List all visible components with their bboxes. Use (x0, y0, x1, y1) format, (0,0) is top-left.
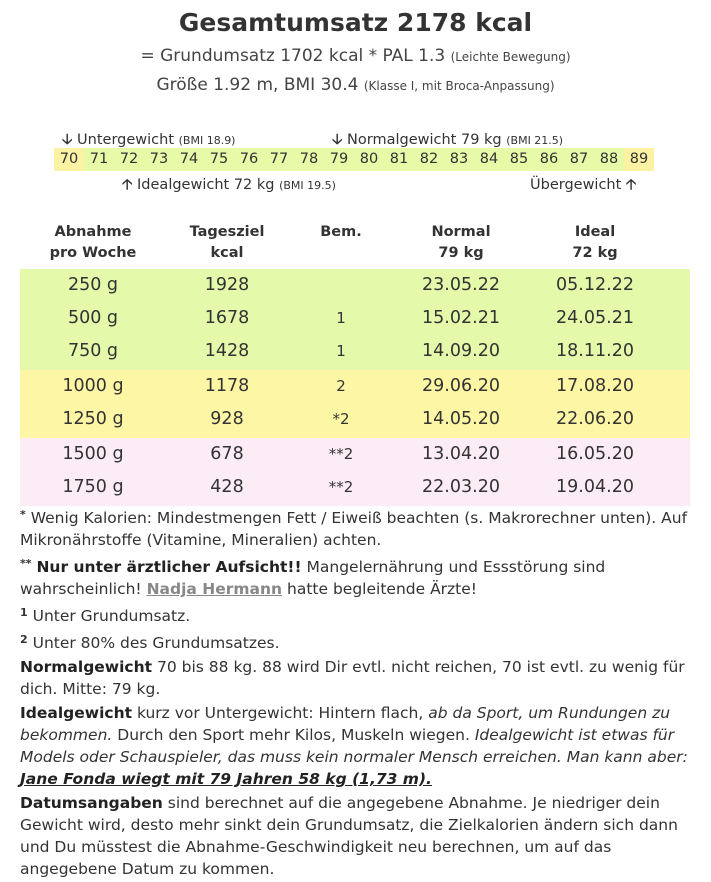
table-row (20, 302, 690, 335)
note-2 (20, 553, 695, 600)
table-row (20, 403, 690, 438)
cell-normal-date: 22.03.20 (422, 477, 500, 497)
scale-cell: 80 (354, 148, 384, 171)
cell-kcal: 428 (210, 477, 244, 497)
cell-normal-date: 13.04.20 (422, 444, 500, 464)
scale-cell: 77 (264, 148, 294, 171)
normalweight-text: Normalgewicht 79 kg (347, 132, 502, 148)
cell-loss: 1250 g (62, 409, 124, 429)
scale-cell: 89 (624, 148, 654, 171)
dates-bold: Datumsangaben (20, 794, 163, 812)
cell-normal-date: 14.05.20 (422, 409, 500, 429)
cell-kcal: 928 (210, 409, 244, 429)
col-header-normal (396, 222, 526, 264)
table-header (20, 222, 690, 266)
note-normalweight (20, 656, 695, 700)
cell-kcal: 678 (210, 444, 244, 464)
cell-bem: 1 (336, 309, 346, 327)
cell-ideal-date: 24.05.21 (556, 308, 634, 328)
arrow-up-icon: 🡡 (625, 177, 637, 193)
table-row (20, 335, 690, 370)
cell-normal-date: 15.02.21 (422, 308, 500, 328)
col-header-ideal-a: Ideal (574, 224, 616, 240)
scale-cell: 74 (174, 148, 204, 171)
cell-bem (276, 269, 406, 302)
formula-main: = Grundumsatz 1702 kcal * PAL 1.3 (140, 46, 446, 66)
scale-cell: 84 (474, 148, 504, 171)
idealweight-bmi: (BMI 19.5) (279, 179, 336, 192)
cell-bem: **2 (328, 478, 354, 496)
note-4-text: Unter 80% des Grundumsatzes. (32, 634, 280, 652)
note-2-mark: ** (20, 557, 32, 570)
col-header-kcal (162, 222, 292, 264)
cell-kcal: 1428 (204, 341, 250, 361)
scale-cell: 70 (54, 148, 84, 171)
cell-normal-date: 29.06.20 (422, 376, 500, 396)
col-header-loss-b: pro Woche (49, 245, 137, 261)
note-1-text: Wenig Kalorien: Mindestmengen Fett / Eiweiß beachten (s. Makrorechner unten). Auf Mikronährstoffe (Vitamine, Mineralien) achten. (20, 509, 688, 549)
underweight-text: Untergewicht (77, 132, 175, 148)
page-title: Gesamtumsatz 2178 kcal (178, 8, 533, 37)
cell-ideal-date: 05.12.22 (556, 275, 634, 295)
note-3-mark: 1 (20, 606, 28, 619)
nadja-hermann-link[interactable]: Nadja Hermann (146, 580, 283, 598)
col-header-normal-a: Normal (431, 224, 491, 240)
arrow-down-icon: 🡣 (62, 132, 73, 148)
note-1 (20, 504, 695, 551)
overweight-text: Übergewicht (530, 177, 622, 193)
scale-cell: 76 (234, 148, 264, 171)
scale-cell: 81 (384, 148, 414, 171)
col-header-bem-a: Bem. (320, 224, 362, 240)
cell-bem: **2 (328, 445, 354, 463)
arrow-down-icon: 🡣 (332, 132, 343, 148)
scale-cell: 88 (594, 148, 624, 171)
table-row (20, 438, 690, 471)
col-header-loss-a: Abnahme (54, 224, 132, 240)
cell-ideal-date: 22.06.20 (556, 409, 634, 429)
idealweight-bold: Idealgewicht (20, 704, 133, 722)
cell-ideal-date: 16.05.20 (556, 444, 634, 464)
col-header-normal-b: 79 kg (438, 245, 484, 261)
note-2-text-b: hatte begleitende Ärzte! (287, 580, 478, 598)
scale-cell: 87 (564, 148, 594, 171)
size-bmi-line (0, 75, 711, 95)
formula-note: (Leichte Bewegung) (450, 50, 571, 64)
arrow-up-icon: 🡡 (122, 177, 133, 193)
cell-kcal: 1178 (204, 376, 250, 396)
overweight-label (530, 174, 636, 199)
idealweight-label (122, 174, 336, 199)
cell-ideal-date: 19.04.20 (556, 477, 634, 497)
scale-cell: 71 (84, 148, 114, 171)
scale-cell: 78 (294, 148, 324, 171)
cell-normal-date: 23.05.22 (422, 275, 500, 295)
col-header-ideal-b: 72 kg (572, 245, 618, 261)
note-4 (20, 629, 695, 654)
cell-ideal-date: 17.08.20 (556, 376, 634, 396)
cell-loss: 750 g (67, 341, 119, 361)
col-header-bem (276, 222, 406, 243)
normalweight-bold: Normalgewicht (20, 658, 153, 676)
underweight-bmi: (BMI 18.9) (178, 134, 236, 147)
col-header-loss (28, 222, 158, 264)
idealweight-text-b: Durch den Sport mehr Kilos, Muskeln wiegen. (117, 726, 470, 744)
note-idealweight (20, 702, 695, 790)
scale-cell: 72 (114, 148, 144, 171)
col-header-kcal-a: Tagesziel (189, 224, 265, 240)
cell-loss: 500 g (67, 308, 119, 328)
cell-kcal: 1678 (204, 308, 250, 328)
weight-loss-table (20, 269, 690, 506)
note-dates (20, 792, 695, 880)
note-3-text: Unter Grundumsatz. (32, 607, 191, 625)
cell-loss: 1500 g (62, 444, 124, 464)
note-2-text-a: Mangelernährung und Essstörung sind wahrscheinlich! (20, 558, 606, 598)
cell-loss: 1000 g (62, 376, 124, 396)
table-row (20, 269, 690, 302)
scale-cell: 73 (144, 148, 174, 171)
idealweight-text-a: kurz vor Untergewicht: Hintern flach, (136, 704, 424, 722)
jane-fonda-link[interactable]: Jane Fonda wiegt mit 79 Jahren 58 kg (1,73 m). (20, 770, 432, 788)
col-header-kcal-b: kcal (210, 245, 244, 261)
cell-kcal: 1928 (204, 275, 250, 295)
scale-cell: 86 (534, 148, 564, 171)
weight-scale (54, 148, 654, 171)
note-3 (20, 602, 695, 627)
normalweight-bmi: (BMI 21.5) (506, 134, 564, 147)
scale-cell: 85 (504, 148, 534, 171)
note-1-mark: * (20, 508, 26, 521)
scale-cell: 82 (414, 148, 444, 171)
idealweight-italic-b: Idealgewicht ist etwas für Models oder Schauspieler, das muss kein normaler Mensch erreichen. Man kann aber: (20, 726, 688, 766)
cell-ideal-date: 18.11.20 (556, 341, 634, 361)
size-note: (Klasse I, mit Broca-Anpassung) (363, 79, 555, 93)
normalweight-text: 70 bis 88 kg. 88 wird Dir evtl. nicht reichen, 70 ist evtl. zu wenig für dich. Mitte: 79 kg. (20, 658, 685, 698)
size-main: Größe 1.92 m, BMI 30.4 (156, 75, 359, 95)
cell-bem: 1 (336, 342, 346, 360)
idealweight-italic-a: ab da Sport, um Rundungen zu bekommen. (20, 704, 671, 744)
scale-cell: 75 (204, 148, 234, 171)
note-2-bold: Nur unter ärztlicher Aufsicht!! (36, 558, 302, 576)
dates-text: sind berechnet auf die angegebene Abnahme. Je niedriger dein Gewicht wird, desto mehr sinkt dein Grundumsatz, die Zielkalorien ändern sich dann und Du müsstest die Abnahme-Geschwindigkeit neu berechnen, um auf das angegebene Datum zu kommen. (20, 794, 678, 878)
cell-loss: 250 g (67, 275, 119, 295)
cell-bem: *2 (332, 410, 350, 428)
scale-cell: 79 (324, 148, 354, 171)
table-row (20, 471, 690, 506)
cell-normal-date: 14.09.20 (422, 341, 500, 361)
cell-bem: 2 (336, 377, 346, 395)
note-4-mark: 2 (20, 633, 28, 646)
col-header-ideal (530, 222, 660, 264)
scale-cell: 83 (444, 148, 474, 171)
formula-line (0, 46, 711, 66)
notes-section (20, 504, 695, 882)
table-row (20, 370, 690, 403)
idealweight-text: Idealgewicht 72 kg (137, 177, 275, 193)
cell-loss: 1750 g (62, 477, 124, 497)
